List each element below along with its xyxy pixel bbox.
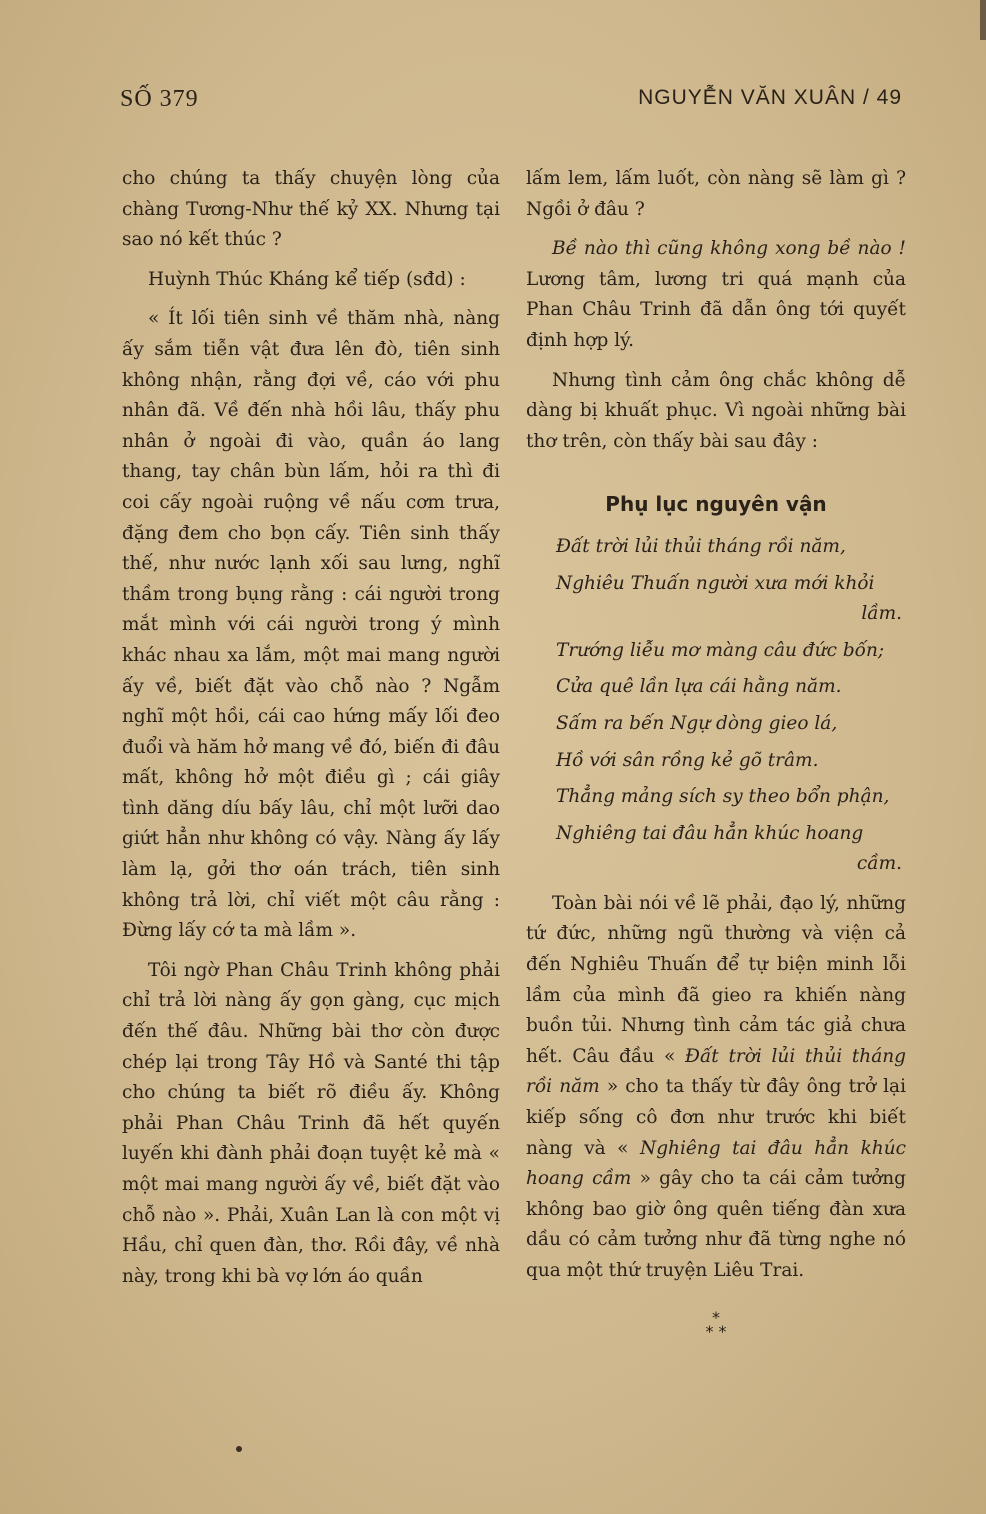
poem (526, 532, 906, 880)
right-paragraph-1: lấm lem, lấm luốt, còn nàng sẽ làm gì ? Ngồi ở đâu ? (526, 168, 906, 220)
poem-line: Cửa quê lần lựa cái hằng năm. (556, 676, 842, 698)
right-paragraph-2 (526, 234, 906, 356)
running-title: NGUYỄN VĂN XUÂN / 49 (638, 86, 902, 109)
right-paragraph-2-rest: Lương tâm, lương tri quá mạnh của Phan Châu Trinh đã dẫn ông tới quyết định hợp lý. (526, 268, 906, 351)
issue-number: SỐ 379 (120, 86, 199, 112)
page-header (120, 86, 902, 122)
section-title: Phụ lục nguyên vận (605, 492, 827, 517)
left-column (122, 164, 500, 1292)
poem-line: Đất trời lủi thủi tháng rồi năm, (556, 535, 846, 557)
right-paragraph-4: Toàn bài nói về lẽ phải, đạo lý, những tứ đức, những ngũ thường và viện cả đến Nghiêu Thuấn để tự biện minh lỗi lầm của mình đã gieo ra khiến nàng buồn tủi. Nhưng tình cảm tác giả chưa hết. Câu đầu « Đất trời lủi thủi tháng rồi năm » cho ta thấy từ đây ông trở lại kiếp sống cô đơn như trước khi biết nàng và « Nghiêng tai đâu hẳn khúc hoang cầm » gây cho ta cái cảm tưởng không bao giờ ông quên tiếng đàn xưa dầu có cảm tưởng như đã từng nghe nó qua một thứ truyện Liêu Trai. (526, 892, 907, 1281)
right-paragraph-3: Nhưng tình cảm ông chắc không dễ dàng bị khuất phục. Vì ngoài những bài thơ trên, còn thấy bài sau đây : (526, 369, 906, 452)
poem-line: Nghiêu Thuấn người xưa mới khỏi lầm. (556, 572, 902, 625)
italic-exclamation: Bề nào thì cũng không xong bề nào ! (552, 238, 906, 260)
section-separator-asterism: * * * (705, 1307, 727, 1341)
left-paragraph-1: cho chúng ta thấy chuyện lòng của chàng Tương-Như thế kỷ XX. Nhưng tại sao nó kết thúc ? (122, 168, 500, 251)
page-edge-mark (980, 0, 986, 40)
poem-line: Trướng liễu mơ màng câu đức bốn; (556, 639, 885, 661)
poem-line: Thẳng mảng sích sy theo bổn phận, (556, 786, 890, 808)
left-paragraph-2: Huỳnh Thúc Kháng kể tiếp (sđd) : (148, 268, 466, 290)
poem-line: Nghiêng tai đâu hẳn khúc hoang cầm. (556, 822, 902, 875)
poem-line: Hồ với sân rồng kẻ gõ trâm. (556, 749, 819, 771)
right-column (526, 164, 906, 1339)
page-speck (236, 1446, 242, 1452)
left-paragraph-4: Tôi ngờ Phan Châu Trinh không phải chỉ trả lời nàng ấy gọn gàng, cục mịch đến thế đâu. Những bài thơ còn được chép lại trong Tây Hồ và Santé thi tập cho chúng ta biết rõ điều ấy. Không phải Phan Châu Trinh đã hết quyến luyến khi đành phải đoạn tuyệt kẻ mà « một mai mang người ấy về, biết đặt vào chỗ nào ». Phải, Xuân Lan là con một vị Hầu, chỉ quen đàn, thơ. Rồi đây, về nhà này, trong khi bà vợ lớn áo quần (122, 959, 500, 1287)
poem-line: Sấm ra bến Ngự dòng gieo lá, (556, 712, 838, 734)
left-quote-paragraph: « Ít lối tiên sinh về thăm nhà, nàng ấy sắm tiễn vật đưa lên đò, tiên sinh không nhận, rằng đợi về, cáo với phu nhân đã. Về đến nhà hồi lâu, thấy phu nhân ở ngoài đi vào, quần áo lang thang, tay chân bùn lấm, hỏi ra thì đi coi cấy ngoài ruộng về nấu cơm trưa, đặng đem cho bọn cấy. Tiên sinh thấy thế, như nước lạnh xối sau lưng, nghĩ thầm trong bụng rằng : cái người trong mắt mình với cái người trong ý mình khác nhau xa lắm, một mai mang người ấy về, biết đặt vào chỗ nào ? Ngẫm nghĩ một hồi, cái cao hứng mấy lối đeo đuổi và hăm hở mang về đó, biến đi đâu mất, không hở một điều gì ; cái giây tình dăng díu bấy lâu, chỉ một lưỡi dao giứt hẳn như không có vậy. Nàng ấy lấy làm lạ, gởi thơ oán trách, tiên sinh không trả lời, chỉ viết một câu rằng : Đừng lấy cớ ta mà lầm ». (122, 308, 500, 942)
